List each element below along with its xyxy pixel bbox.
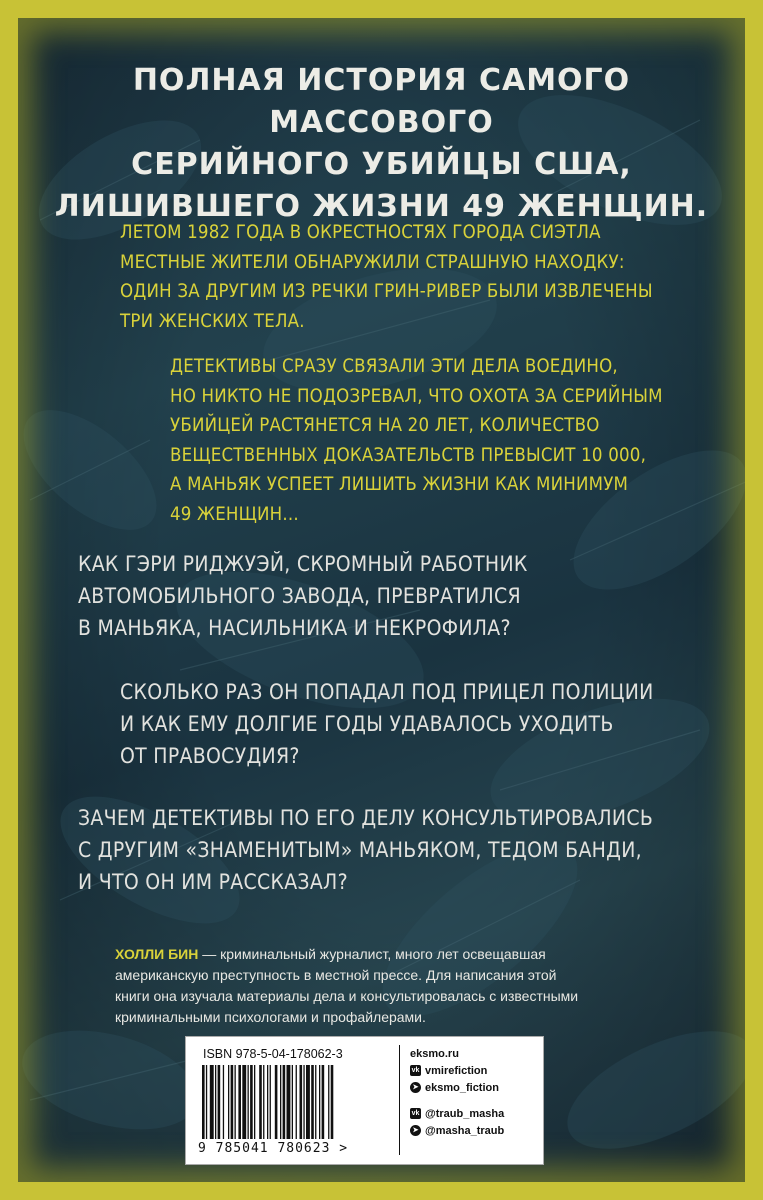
intro-paragraph-2 <box>170 352 730 529</box>
question-1 <box>78 548 718 644</box>
author-bio-text: — криминальный журналист, много лет освещавшая <box>198 946 546 962</box>
isbn-number: ISBN 978-5-04-178062-3 <box>203 1047 343 1061</box>
author-bio-line: американскую преступность в местной прессе. Для написания этой <box>115 967 557 983</box>
text-line: И ЧТО ОН ИМ РАССКАЗАЛ? <box>78 870 348 894</box>
barcode-icon <box>198 1065 396 1141</box>
text-line: 49 ЖЕНЩИН... <box>170 503 299 525</box>
text-line: А МАНЬЯК УСПЕЕТ ЛИШИТЬ ЖИЗНИ КАК МИНИМУМ <box>170 474 629 495</box>
vk-icon: vk <box>411 1067 420 1074</box>
telegram-icon: ➤ <box>410 1082 421 1093</box>
author-bio-line <box>115 944 725 965</box>
text-line: И КАК ЕМУ ДОЛГИЕ ГОДЫ УДАВАЛОСЬ УХОДИТЬ <box>120 712 614 736</box>
text-line: ЗАЧЕМ ДЕТЕКТИВЫ ПО ЕГО ДЕЛУ КОНСУЛЬТИРОВАЛИСЬ <box>78 806 654 830</box>
social-link-vk-author[interactable] <box>410 1105 540 1122</box>
social-handle: @masha_traub <box>425 1124 505 1137</box>
imprint-box <box>185 1036 544 1165</box>
vk-icon: vk <box>411 1110 420 1117</box>
spacer <box>410 1096 540 1105</box>
text-line: ДЕТЕКТИВЫ СРАЗУ СВЯЗАЛИ ЭТИ ДЕЛА ВОЕДИНО, <box>170 356 618 377</box>
imprint-divider <box>399 1045 400 1155</box>
website-text: eksmo.ru <box>410 1047 459 1060</box>
headline-line: ПОЛНАЯ ИСТОРИЯ САМОГО МАССОВОГО <box>132 63 631 140</box>
intro-paragraph-1 <box>120 218 720 336</box>
text-line: В МАНЬЯКА, НАСИЛЬНИКА И НЕКРОФИЛА? <box>78 616 511 640</box>
headline-line: СЕРИЙНОГО УБИЙЦЫ США, <box>131 147 632 182</box>
social-link-telegram[interactable] <box>410 1079 540 1096</box>
social-link-telegram-author[interactable] <box>410 1122 540 1139</box>
text-line: УБИЙЦЕЙ РАСТЯНЕТСЯ НА 20 ЛЕТ, КОЛИЧЕСТВО <box>170 415 600 436</box>
text-line: НО НИКТО НЕ ПОДОЗРЕВАЛ, ЧТО ОХОТА ЗА СЕРИЙНЫМ <box>170 385 663 407</box>
barcode-digits: 9 785041 780623 > <box>198 1141 349 1156</box>
telegram-icon: ➤ <box>410 1125 421 1136</box>
text-line: ОТ ПРАВОСУДИЯ? <box>120 744 300 768</box>
text-line: С ДРУГИМ «ЗНАМЕНИТЫМ» МАНЬЯКОМ, ТЕДОМ БАНДИ, <box>78 838 642 862</box>
text-line: СКОЛЬКО РАЗ ОН ПОПАДАЛ ПОД ПРИЦЕЛ ПОЛИЦИИ <box>120 680 654 704</box>
social-handle: @traub_masha <box>425 1107 505 1120</box>
text-line: АВТОМОБИЛЬНОГО ЗАВОДА, ПРЕВРАТИЛСЯ <box>78 584 521 608</box>
social-link-vk[interactable] <box>410 1062 540 1079</box>
headline <box>40 60 723 228</box>
text-line: ВЕЩЕСТВЕННЫХ ДОКАЗАТЕЛЬСТВ ПРЕВЫСИТ 10 000, <box>170 444 647 466</box>
author-bio-line: книги она изучала материалы дела и консультировалась с известными <box>115 988 579 1004</box>
text-line: ЛЕТОМ 1982 ГОДА В ОКРЕСТНОСТЯХ ГОРОДА СИЭТЛА <box>120 222 601 243</box>
social-handle: eksmo_fiction <box>425 1081 499 1094</box>
headline-line: ЛИШИВШЕГО ЖИЗНИ 49 ЖЕНЩИН. <box>54 189 709 224</box>
question-3 <box>78 802 728 898</box>
author-name: ХОЛЛИ БИН <box>115 946 199 962</box>
text-line: ТРИ ЖЕНСКИХ ТЕЛА. <box>120 310 305 332</box>
author-bio-line: криминальными психологами и профайлерами. <box>115 1009 426 1025</box>
text-line: ОДИН ЗА ДРУГИМ ИЗ РЕЧКИ ГРИН-РИВЕР БЫЛИ ИЗВЛЕЧЕНЫ <box>120 281 653 302</box>
social-handle: vmirefiction <box>425 1064 488 1077</box>
text-line: МЕСТНЫЕ ЖИТЕЛИ ОБНАРУЖИЛИ СТРАШНУЮ НАХОДКУ: <box>120 251 625 273</box>
social-links <box>410 1045 540 1139</box>
author-bio <box>115 944 725 1028</box>
website-link[interactable] <box>410 1045 540 1062</box>
text-line: КАК ГЭРИ РИДЖУЭЙ, СКРОМНЫЙ РАБОТНИК <box>78 552 528 576</box>
question-2 <box>120 676 740 772</box>
